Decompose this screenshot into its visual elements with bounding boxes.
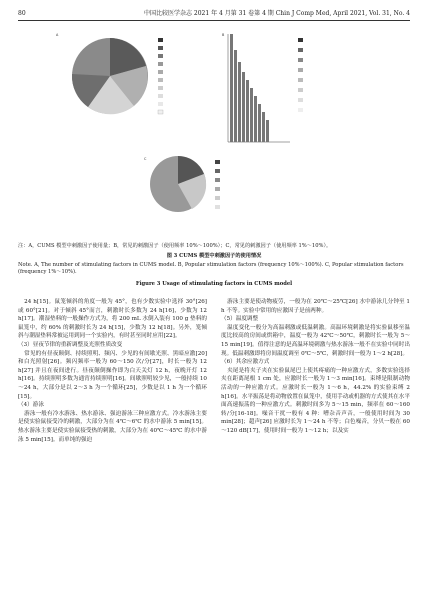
figure-title-cn: 图 3 CUMS 模型中刺激因子的使用情况 <box>166 253 262 259</box>
panel-a <box>56 33 163 114</box>
panel-c-label: C <box>144 157 147 161</box>
right-column <box>221 298 410 436</box>
panel-c <box>144 156 220 212</box>
paragraph: 游泳一般有冷水游泳、热水游泳、强迫游泳三种应激方式。冷水游泳主要是使实验鼠接受冷的刺激，大部分为在 4℃～6℃ 的水中游泳 5 min[15]。热水游泳主要是使实验鼠接受热的刺激，大部分为在 40℃～45℃ 的水中游泳 5 min[15]。而单纯的强迫 <box>18 410 207 443</box>
panel-b-label: B <box>222 33 225 37</box>
panel-a-label: A <box>56 33 59 37</box>
panel-b-legend <box>298 38 303 112</box>
figure-note-cn: 注：A，CUMS 模型中刺激因子使用量；B，常见的刺激因子（使用频率 10%～100%）；C，常见的刺激因子（使用频率 1%～10%）。 <box>18 243 332 249</box>
panel-a-legend <box>158 38 163 114</box>
page-number: 80 <box>18 10 26 17</box>
figure-note-en: Note. A, The number of stimulating factors in CUMS model. B, Popular stimulation factors (frequency 10%～100%). C, Popular stimulation factors (frequency 1%～10%). <box>18 262 404 275</box>
section-heading: （5）温度调整 <box>221 316 259 323</box>
figure-title-en: Figure 3 Usage of stimulating factors in CUMS model <box>135 281 293 287</box>
panel-c-legend <box>215 160 220 209</box>
panel-b <box>222 33 303 142</box>
running-header <box>18 8 410 21</box>
section-heading: （6）其余应激方式 <box>221 359 270 366</box>
paragraph: 游泳主要是使动物疲劳，一般为在 20℃～25℃[26] 水中游泳几分钟至 1 h 不等。实验中常用的应激因子是前两种。 <box>221 299 410 314</box>
figure-3 <box>50 24 380 244</box>
journal-info: 中国比较医学杂志 2021 年 4 月第 31 卷第 4 期 Chin J Comp Med, April 2021, Vol. 31, No. 4 <box>144 10 410 17</box>
left-column <box>18 298 207 444</box>
paragraph: 温度变化一般分为高温刺激或低温刺激。高温环境刺激是将实验鼠移至温度比较高的房间或烘箱中，温度一般为 42℃～50℃，刺激时长一般为 5～15 min[19]。值得注意的是高温环境刺激与热水游泳一般不在实验中同时出现。低温刺激即将房间温度调至 0℃～5℃，刺激时间一般为 1～2 h[28]。 <box>221 324 410 357</box>
paragraph: 常见的有昼夜颠倒、持续照明、频闪、少见的有间歇光照、黑暗应激[20] 和白光照射[26]。频闪频率一般为 60～150 次/分[27]，时长一般为 12 h[27] 并且在夜间进行。昼夜颠倒操作即为白天关灯 12 h，夜晚开灯 12 h[16]。持续照明多数为通宵持续照明[16]。间歇照明较少见，一般持续 10～24 h，大部分是以 2～3 h 为一个循环[25]，少数是以 1 h 为一个循环[15]。 <box>18 350 207 400</box>
section-heading: （3）昼夜节律的重新调整及光照性质改变 <box>18 341 123 348</box>
paragraph: 夹尾是将夹子夹在实验鼠尾巴上使其疼痛的一种应激方式，多数实验选择夹在距离尾根 1 cm 处，应激时长一般为 1～3 min[16]。束缚是限制动物活动的一种应激方式。应激时长一般为 1～6 h，44.2% 的实验束缚 2 h[16]。水平振荡是将动物放置在鼠笼中，使用手动或机器的方式使其在水平面高速振荡的一种应激方式。刺激时间多为 5～15 min，频率在 60～160 转/分[16-18]。噪音干扰一般有 4 种：嘈杂音声音，一般使用时间为 30 min[28]；超声[26] 应激时长为 1～24 h 不等；白色噪音，分贝一般在 60～120 dB[17]，使用时间一般为 1～12 h；以及实 <box>221 367 410 434</box>
paragraph: 24 h[15]。鼠笼倾斜的角度一般为 45°，也有少数实验中选择 30°[26] 或 60°[21]。对于倾斜 45°而言，刺激时长多数为 24 h[16]，少数为 12 h[17]。潮湿垫料的一般操作方式为，将 200 mL 水倒入装有 100 g 垫料的鼠笼中，约 60% 的刺激时长为 24 h[15]，少数为 12 h[18]。另外，笼倾斜与潮湿垫料常被运用到同一个实验内，有时甚至同时应用[22]。 <box>18 299 207 340</box>
section-heading: （4）游泳 <box>18 402 44 409</box>
